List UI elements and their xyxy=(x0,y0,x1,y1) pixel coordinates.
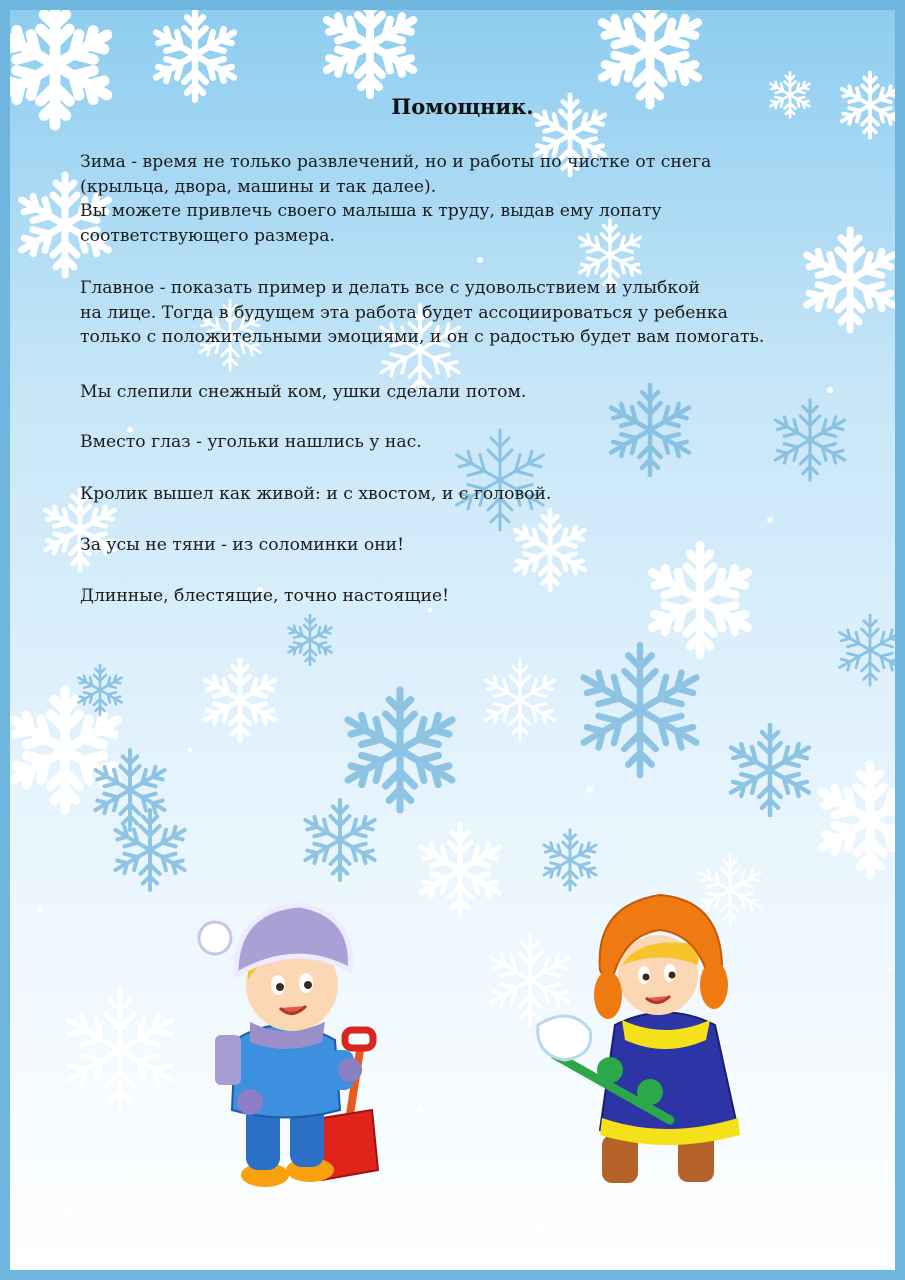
text-line: Вы можете привлечь своего малыша к труду, выдав ему лопату xyxy=(80,201,662,221)
text-line: соответствующего размера. xyxy=(80,225,335,246)
text-line: Мы слепили снежный ком, ушки сделали потом. xyxy=(80,382,527,402)
child-with-snow-shovel-illustration xyxy=(538,895,740,1183)
page-title: Помощник. xyxy=(391,94,534,119)
text-line: (крыльца, двора, машины и так далее). xyxy=(80,176,437,197)
text-line: Длинные, блестящие, точно настоящие! xyxy=(80,586,450,606)
text-line: Главное - показать пример и делать все с удовольствием и улыбкой xyxy=(80,278,700,298)
text-line: Вместо глаз - угольки нашлись у нас. xyxy=(80,432,422,452)
text-line: только с положительными эмоциями, и он с радостью будет вам помогать. xyxy=(80,327,765,347)
text-line: Зима - время не только развлечений, но и работы по чистке от снега xyxy=(80,152,712,172)
children-illustration xyxy=(10,10,905,1280)
text-line: За усы не тяни - из соломинки они! xyxy=(80,535,405,555)
boy-with-shovel-illustration xyxy=(199,905,378,1187)
text-line: Кролик вышел как живой: и с хвостом, и с головой. xyxy=(80,484,552,504)
text-line: на лице. Тогда в будущем эта работа будет ассоциироваться у ребенка xyxy=(80,302,728,323)
